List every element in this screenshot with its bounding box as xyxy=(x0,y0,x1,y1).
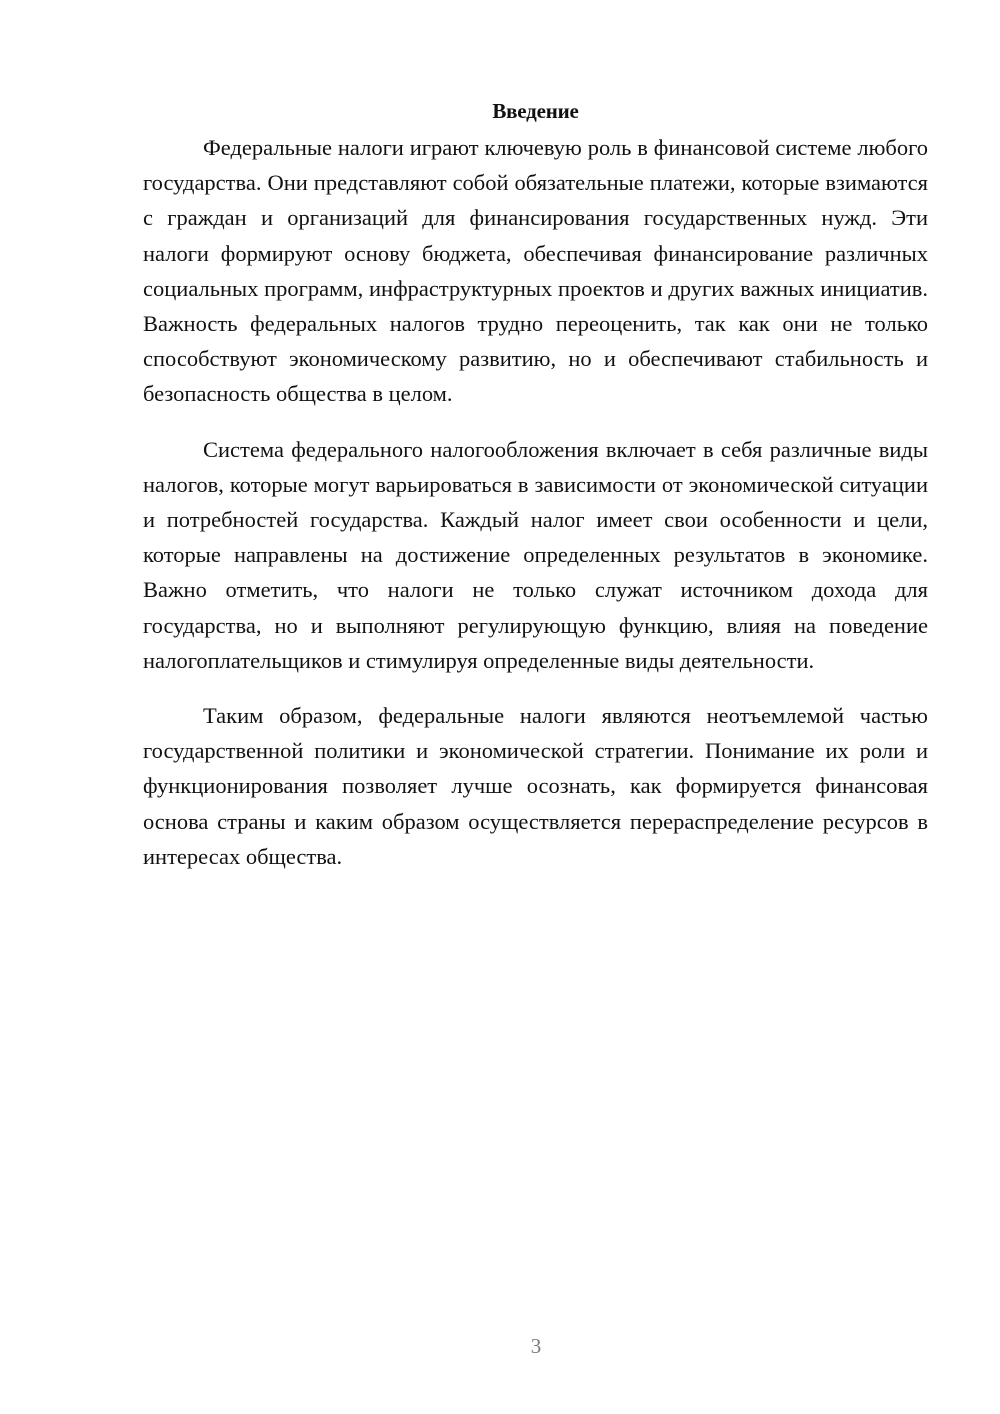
paragraph-3: Таким образом, федеральные налоги являются неотъемлемой частью государственной политики и экономической стратегии. Понимание их роли и функционирования позволяет лучше осознать, как формируется финансовая основа страны и каким образом осуществляется перераспределение ресурсов в интересах общества. xyxy=(143,703,928,869)
page-number: 3 xyxy=(530,1334,542,1358)
page-content xyxy=(143,96,928,894)
paragraph-1: Федеральные налоги играют ключевую роль в финансовой системе любого государства. Они представляют собой обязательные платежи, которые взимаются с граждан и организаций для финансирования государственных нужд. Эти налоги формируют основу бюджета, обеспечивая финансирование различных социальных программ, инфраструктурных проектов и других важных инициатив. Важность федеральных налогов трудно переоценить, так как они не только способствуют экономическому развитию, но и обеспечивают стабильность и безопасность общества в целом. xyxy=(143,135,928,407)
section-title: Введение xyxy=(492,99,579,123)
paragraph-2: Система федерального налогообложения включает в себя различные виды налогов, которые могут варьироваться в зависимости от экономической ситуации и потребностей государства. Каждый налог имеет свои особенности и цели, которые направлены на достижение определенных результатов в экономике. Важно отметить, что налоги не только служат источником дохода для государства, но и выполняют регулирующую функцию, влияя на поведение налогоплательщиков и стимулируя определенные виды деятельности. xyxy=(143,436,928,673)
